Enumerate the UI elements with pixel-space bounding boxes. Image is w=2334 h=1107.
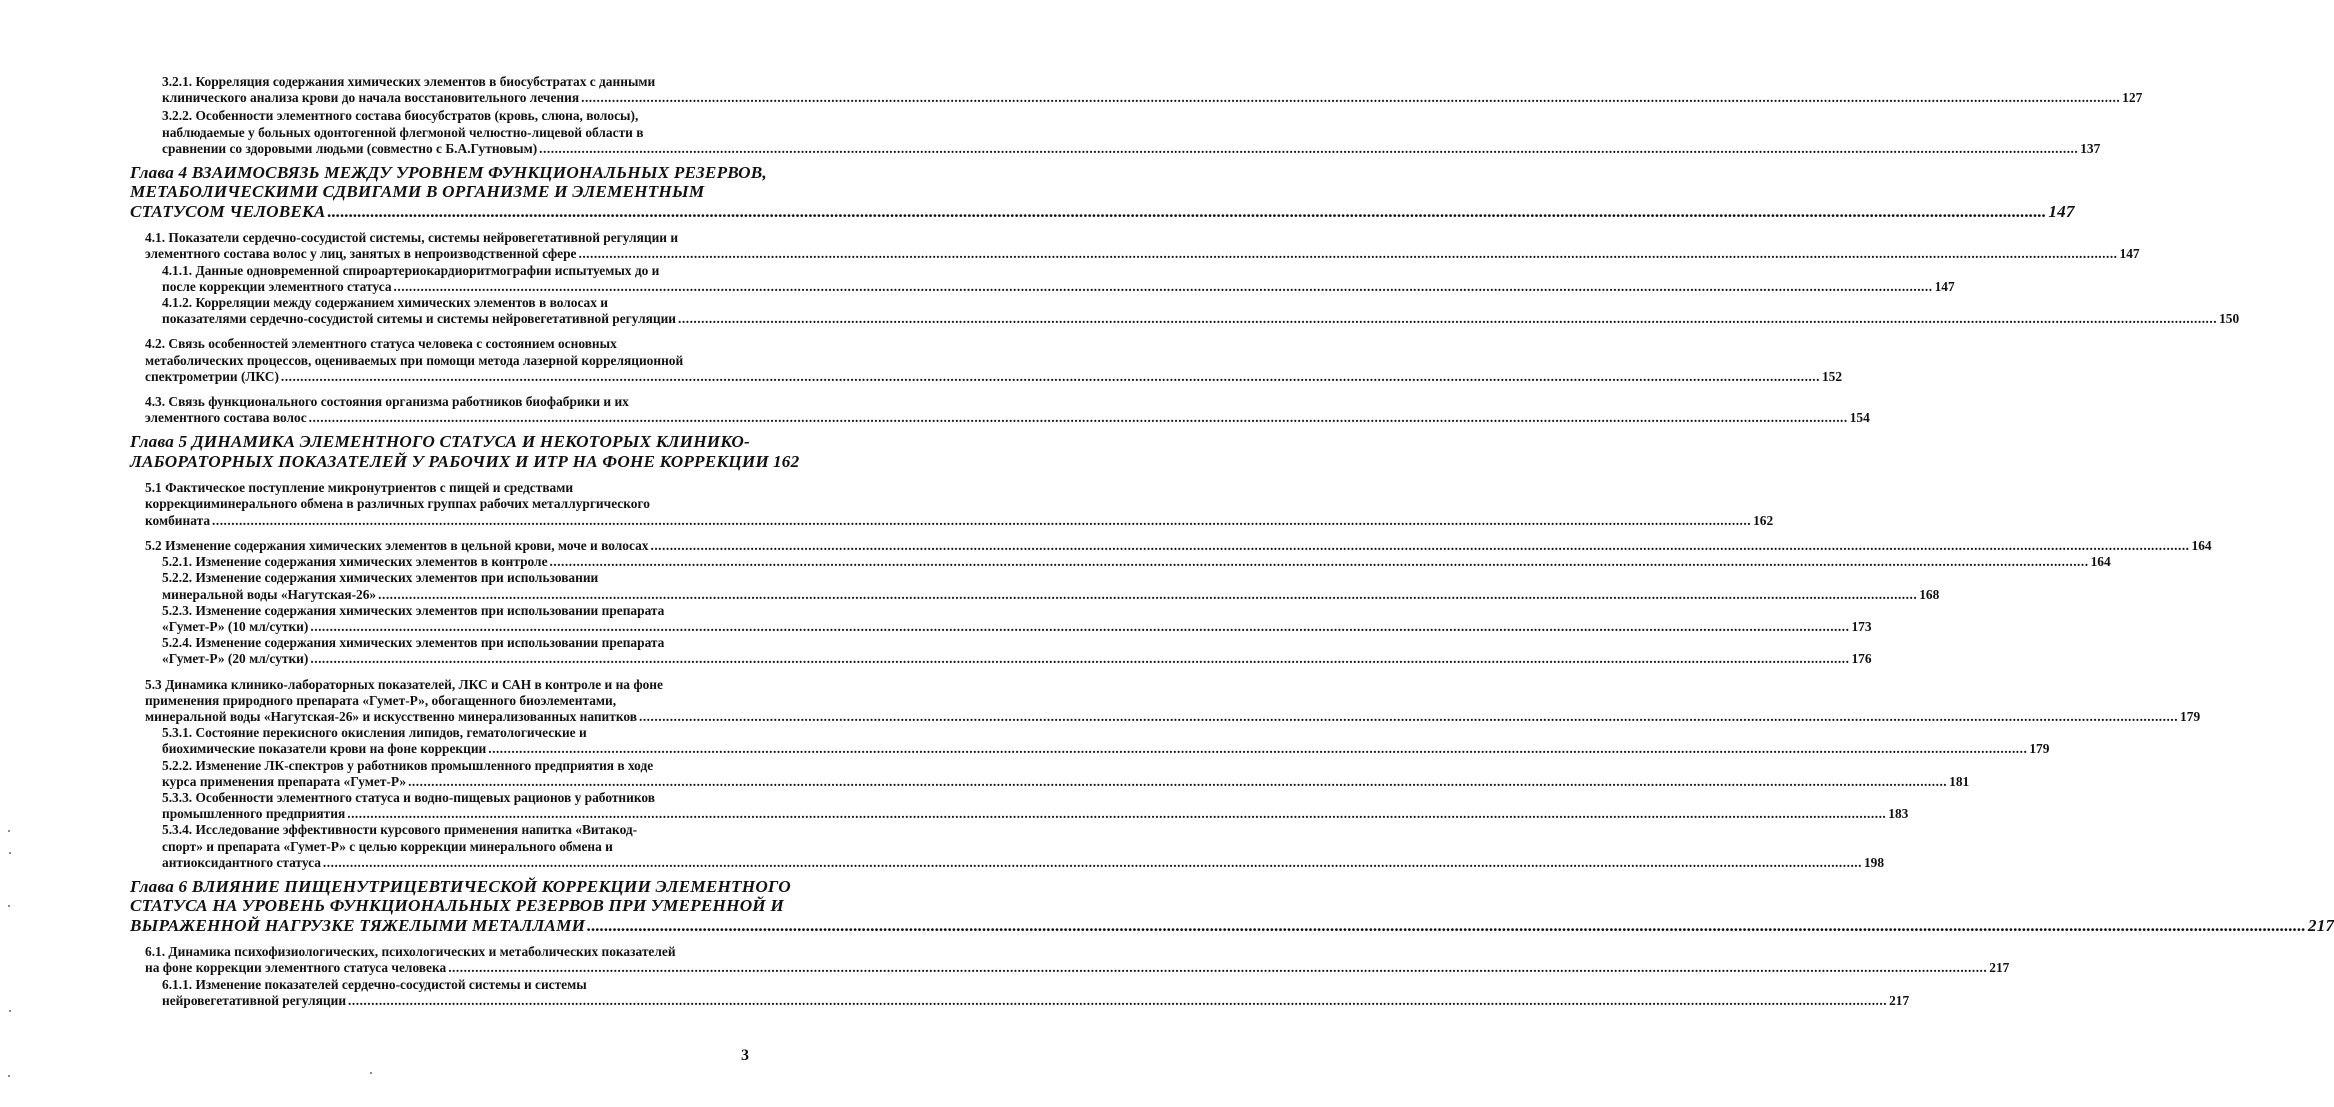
- toc-chapter-6[interactable]: [130, 876, 2334, 935]
- toc-entry-title: ВЫРАЖЕННОЙ НАГРУЗКЕ ТЯЖЕЛЫМИ МЕТАЛЛАМИ: [130, 915, 586, 935]
- dot-leader: ................................................................................................................................................................................................................................................................................................................................................................................................................: [408, 773, 1948, 789]
- toc-entry-line: 5.3.3. Особенности элементного статуса и водно-пищевых рационов у работников: [162, 789, 655, 805]
- dot-leader: ................................................................................................................................................................................................................................................................................................................................................................................................................: [327, 201, 2047, 221]
- toc-entry-last-line: [162, 311, 2240, 327]
- toc-entry-4-3[interactable]: [145, 394, 1870, 426]
- toc-entry-last-line: [145, 512, 1774, 529]
- toc-entry-5-2-2[interactable]: [162, 570, 1940, 602]
- scan-artifact: [8, 830, 10, 832]
- toc-entry-line: 5.3.4. Исследование эффективности курсового применения напитка «Витакод-: [162, 822, 638, 838]
- dot-leader: ................................................................................................................................................................................................................................................................................................................................................................................................................: [549, 554, 2089, 570]
- toc-entry-line: 5.3 Динамика клинико-лабораторных показателей, ЛКС и САН в контроле и на фоне: [145, 676, 663, 692]
- toc-entry-line: 6.1. Динамика психофизиологических, психологических и метаболических показателей: [145, 944, 676, 960]
- scan-artifact: [9, 1010, 11, 1012]
- toc-page-number: 162: [772, 451, 800, 471]
- toc-entry-line: 4.1.2. Корреляции между содержанием химических элементов в волосах и: [162, 295, 609, 311]
- toc-page-number: 217: [2307, 915, 2334, 935]
- page-number: 3: [741, 1047, 749, 1064]
- toc-entry-line: спорт» и препарата «Гумет-Р» с целью коррекции минерального обмена и: [162, 838, 613, 854]
- table-of-contents: [0, 74, 2334, 1009]
- toc-page-number: 162: [1753, 512, 1774, 528]
- dot-leader: ................................................................................................................................................................................................................................................................................................................................................................................................................: [280, 368, 1820, 384]
- toc-entry-line: 4.2. Связь особенностей элементного статуса человека с состоянием основных: [145, 336, 617, 352]
- toc-page-number: 147: [2119, 246, 2140, 262]
- toc-entry-4-2[interactable]: [145, 336, 1843, 385]
- toc-page-number: 181: [1949, 773, 1970, 789]
- dot-leader: ................................................................................................................................................................................................................................................................................................................................................................................................................: [310, 618, 1850, 634]
- toc-entry-line: Глава 5 ДИНАМИКА ЭЛЕМЕНТНОГО СТАТУСА И НЕКОТОРЫХ КЛИНИКО-: [130, 432, 750, 452]
- toc-entry-title: биохимические показатели крови на фоне коррекции: [162, 741, 487, 757]
- toc-entry-line: Глава 6 ВЛИЯНИЕ ПИЩЕНУТРИЦЕВТИЧЕСКОЙ КОРРЕКЦИИ ЭЛЕМЕНТНОГО: [130, 876, 791, 896]
- toc-entry-line: 5.2.3. Изменение содержания химических элементов при использовании препарата: [162, 602, 665, 618]
- toc-entry-5-2-3[interactable]: [162, 602, 1872, 635]
- scan-artifact: [9, 852, 11, 854]
- toc-entry-last-line: [162, 618, 1872, 635]
- dot-leader: ................................................................................................................................................................................................................................................................................................................................................................................................................: [539, 140, 2079, 156]
- toc-entry-title: показателями сердечно-сосудистой ситемы и системы нейровегетативной регуляции: [162, 311, 677, 327]
- toc-entry-last-line: [162, 854, 1885, 871]
- toc-entry-4-1[interactable]: [145, 230, 2140, 262]
- toc-entry-title: СТАТУСОМ ЧЕЛОВЕКА: [130, 201, 326, 221]
- toc-entry-last-line: [162, 806, 1909, 822]
- toc-entry-last-line: [145, 410, 1870, 426]
- toc-entry-last-line: [162, 773, 1970, 790]
- toc-entry-title: минеральной воды «Нагутская-26»: [162, 586, 377, 602]
- toc-entry-title: 5.2 Изменение содержания химических элементов в цельной крови, моче и волосах: [145, 537, 649, 553]
- toc-entry-line: 3.2.1. Корреляция содержания химических элементов в биосубстратах с данными: [162, 74, 656, 89]
- toc-page-number: 150: [2219, 311, 2240, 327]
- toc-page-number: 164: [2191, 537, 2212, 553]
- toc-entry-line: 3.2.2. Особенности элементного состава биосубстратов (кровь, слюна, волосы),: [162, 108, 639, 124]
- toc-entry-title: 5.2.1. Изменение содержания химических элементов в контроле: [162, 554, 548, 570]
- toc-entry-title: после коррекции элементного статуса: [162, 278, 392, 294]
- toc-entry-line: 6.1.1. Изменение показателей сердечно-сосудистой системы и системы: [162, 976, 587, 992]
- toc-entry-title: курса применения препарата «Гумет-Р»: [162, 773, 407, 789]
- toc-entry-title: антиоксидантного статуса: [162, 854, 321, 870]
- toc-entry-last-line: [145, 368, 1843, 385]
- dot-leader: ................................................................................................................................................................................................................................................................................................................................................................................................................: [378, 586, 1918, 602]
- dot-leader: ................................................................................................................................................................................................................................................................................................................................................................................................................: [322, 854, 1862, 870]
- toc-entry-title: элементного состава волос у лиц, занятых в непроизводственной сфере: [145, 246, 577, 262]
- toc-entry-last-line: [145, 960, 2010, 976]
- toc-entry-title: комбината: [145, 512, 211, 528]
- dot-leader: ................................................................................................................................................................................................................................................................................................................................................................................................................: [587, 915, 2306, 935]
- toc-entry-title: минеральной воды «Нагутская-26» и искусственно минерализованных напитков: [145, 708, 637, 724]
- toc-entry-line: 4.1.1. Данные одновременной спироартериокардиоритмографии испытуемых до и: [162, 262, 660, 278]
- toc-entry-last-line: [130, 451, 800, 471]
- toc-entry-6-1[interactable]: [145, 944, 2010, 976]
- dot-leader: ................................................................................................................................................................................................................................................................................................................................................................................................................: [393, 278, 1933, 294]
- scan-artifact: [370, 1072, 372, 1074]
- toc-entry-title: сравнении со здоровыми людьми (совместно с Б.А.Гутновым): [162, 140, 538, 156]
- toc-entry-line: 5.2.2. Изменение ЛК-спектров у работников промышленного предприятия в ходе: [162, 757, 654, 773]
- toc-chapter-4[interactable]: [130, 163, 2075, 221]
- toc-entry-line: 4.1. Показатели сердечно-сосудистой системы, системы нейровегетативной регуляции и: [145, 230, 679, 246]
- toc-page-number: 147: [1934, 278, 1955, 294]
- toc-entry-last-line: [145, 708, 2201, 725]
- toc-entry-line: наблюдаемые у больных одонтогенной флегмоной челюстно-лицевой области в: [162, 124, 644, 140]
- dot-leader: ................................................................................................................................................................................................................................................................................................................................................................................................................: [650, 537, 2190, 553]
- toc-page-number: 176: [1851, 651, 1872, 667]
- toc-entry-line: 5.2.2. Изменение содержания химических элементов при использовании: [162, 570, 599, 586]
- toc-page-number: 183: [1888, 806, 1909, 822]
- toc-entry-last-line: [162, 554, 2111, 570]
- dot-leader: ................................................................................................................................................................................................................................................................................................................................................................................................................: [448, 960, 1988, 976]
- toc-entry-line: 5.2.4. Изменение содержания химических элементов при использовании препарата: [162, 635, 665, 651]
- dot-leader: ................................................................................................................................................................................................................................................................................................................................................................................................................: [581, 90, 2121, 106]
- toc-entry-line: применения природного препарата «Гумет-Р», обогащенного биоэлементами,: [145, 692, 617, 708]
- toc-page-number: 173: [1851, 618, 1872, 634]
- toc-entry-5-1[interactable]: [145, 480, 1774, 529]
- toc-entry-title: «Гумет-Р» (20 мл/сутки): [162, 651, 309, 667]
- toc-entry-line: СТАТУСА НА УРОВЕНЬ ФУНКЦИОНАЛЬНЫХ РЕЗЕРВОВ ПРИ УМЕРЕННОЙ И: [130, 896, 784, 916]
- toc-entry-6-1-1[interactable]: [162, 976, 1910, 1009]
- toc-entry-title: на фоне коррекции элементного статуса человека: [145, 960, 447, 976]
- toc-entry-3-2-1[interactable]: [162, 74, 2143, 106]
- toc-entry-title: ЛАБОРАТОРНЫХ ПОКАЗАТЕЛЕЙ У РАБОЧИХ И ИТР НА ФОНЕ КОРРЕКЦИИ: [130, 451, 769, 471]
- dot-leader: ................................................................................................................................................................................................................................................................................................................................................................................................................: [212, 512, 1752, 528]
- toc-entry-title: клинического анализа крови до начала восстановительного лечения: [162, 90, 580, 106]
- toc-page-number: 179: [2029, 741, 2050, 757]
- toc-page-number: 217: [1989, 960, 2010, 976]
- toc-entry-line: 5.1 Фактическое поступление микронутриентов с пищей и средствами: [145, 480, 574, 496]
- dot-leader: ................................................................................................................................................................................................................................................................................................................................................................................................................: [347, 806, 1887, 822]
- toc-entry-line: метаболических процессов, оцениваемых при помощи метода лазерной корреляционной: [145, 352, 684, 368]
- toc-page-number: 127: [2122, 90, 2143, 106]
- toc-entry-last-line: [130, 201, 2075, 221]
- toc-entry-line: 5.3.1. Состояние перекисного окисления липидов, гематологические и: [162, 725, 587, 741]
- scan-artifact: [8, 905, 10, 907]
- toc-entry-title: нейровегетативной регуляции: [162, 992, 347, 1008]
- toc-entry-line: коррекцииминерального обмена в различных группах рабочих металлургического: [145, 496, 650, 512]
- toc-entry-3-2-2[interactable]: [162, 108, 2101, 157]
- dot-leader: ................................................................................................................................................................................................................................................................................................................................................................................................................: [348, 992, 1888, 1008]
- toc-entry-line: Глава 4 ВЗАИМОСВЯЗЬ МЕЖДУ УРОВНЕМ ФУНКЦИОНАЛЬНЫХ РЕЗЕРВОВ,: [130, 163, 767, 183]
- toc-entry-title: элементного состава волос: [145, 410, 307, 426]
- toc-entry-5-3-1[interactable]: [162, 725, 2050, 757]
- toc-page-number: 217: [1889, 992, 1910, 1008]
- toc-entry-last-line: [162, 741, 2050, 757]
- toc-entry-line: 4.3. Связь функционального состояния организма работников биофабрики и их: [145, 394, 629, 410]
- toc-chapter-5[interactable]: [130, 432, 800, 471]
- toc-entry-5-2[interactable]: [145, 537, 2212, 554]
- dot-leader: ................................................................................................................................................................................................................................................................................................................................................................................................................: [638, 708, 2179, 724]
- scan-artifact: [8, 1075, 10, 1077]
- toc-entry-title: промышленного предприятия: [162, 806, 346, 822]
- toc-entry-title: «Гумет-Р» (10 мл/сутки): [162, 618, 309, 634]
- toc-entry-5-2-4[interactable]: [162, 635, 1872, 667]
- toc-entry-last-line: [162, 992, 1910, 1009]
- toc-entry-last-line: [162, 586, 1940, 603]
- toc-page-number: 168: [1919, 586, 1940, 602]
- toc-page-number: 164: [2090, 554, 2111, 570]
- toc-entry-title: спектрометрии (ЛКС): [145, 368, 279, 384]
- dot-leader: ................................................................................................................................................................................................................................................................................................................................................................................................................: [678, 311, 2218, 327]
- toc-entry-last-line: [145, 246, 2140, 262]
- toc-entry-4-1-1[interactable]: [162, 262, 1955, 295]
- toc-entry-4-1-2[interactable]: [162, 295, 2240, 327]
- toc-page-number: 152: [1821, 368, 1843, 384]
- toc-page-number: 137: [2080, 140, 2101, 156]
- toc-page-number: 147: [2048, 201, 2075, 221]
- toc-page-number: 198: [1863, 854, 1885, 870]
- toc-entry-5-3-4[interactable]: [162, 822, 1885, 871]
- toc-entry-5-3[interactable]: [145, 676, 2201, 726]
- toc-page-number: 179: [2180, 708, 2201, 724]
- toc-entry-5-3-3[interactable]: [162, 789, 1909, 822]
- toc-entry-line: МЕТАБОЛИЧЕСКИМИ СДВИГАМИ В ОРГАНИЗМЕ И ЭЛЕМЕНТНЫМ: [130, 182, 705, 202]
- toc-entry-5-2-1[interactable]: [162, 554, 2111, 570]
- dot-leader: ................................................................................................................................................................................................................................................................................................................................................................................................................: [310, 651, 1850, 667]
- dot-leader: ................................................................................................................................................................................................................................................................................................................................................................................................................: [488, 741, 2028, 757]
- toc-entry-last-line: [162, 90, 2143, 106]
- toc-entry-last-line: [130, 915, 2334, 935]
- toc-entry-last-line: [145, 537, 2212, 554]
- toc-entry-last-line: [162, 140, 2101, 157]
- toc-entry-5-2-2-lk[interactable]: [162, 757, 1970, 790]
- toc-entry-last-line: [162, 278, 1955, 295]
- dot-leader: ................................................................................................................................................................................................................................................................................................................................................................................................................: [308, 410, 1848, 426]
- dot-leader: ................................................................................................................................................................................................................................................................................................................................................................................................................: [578, 246, 2118, 262]
- toc-page-number: 154: [1849, 410, 1870, 426]
- toc-entry-last-line: [162, 651, 1872, 667]
